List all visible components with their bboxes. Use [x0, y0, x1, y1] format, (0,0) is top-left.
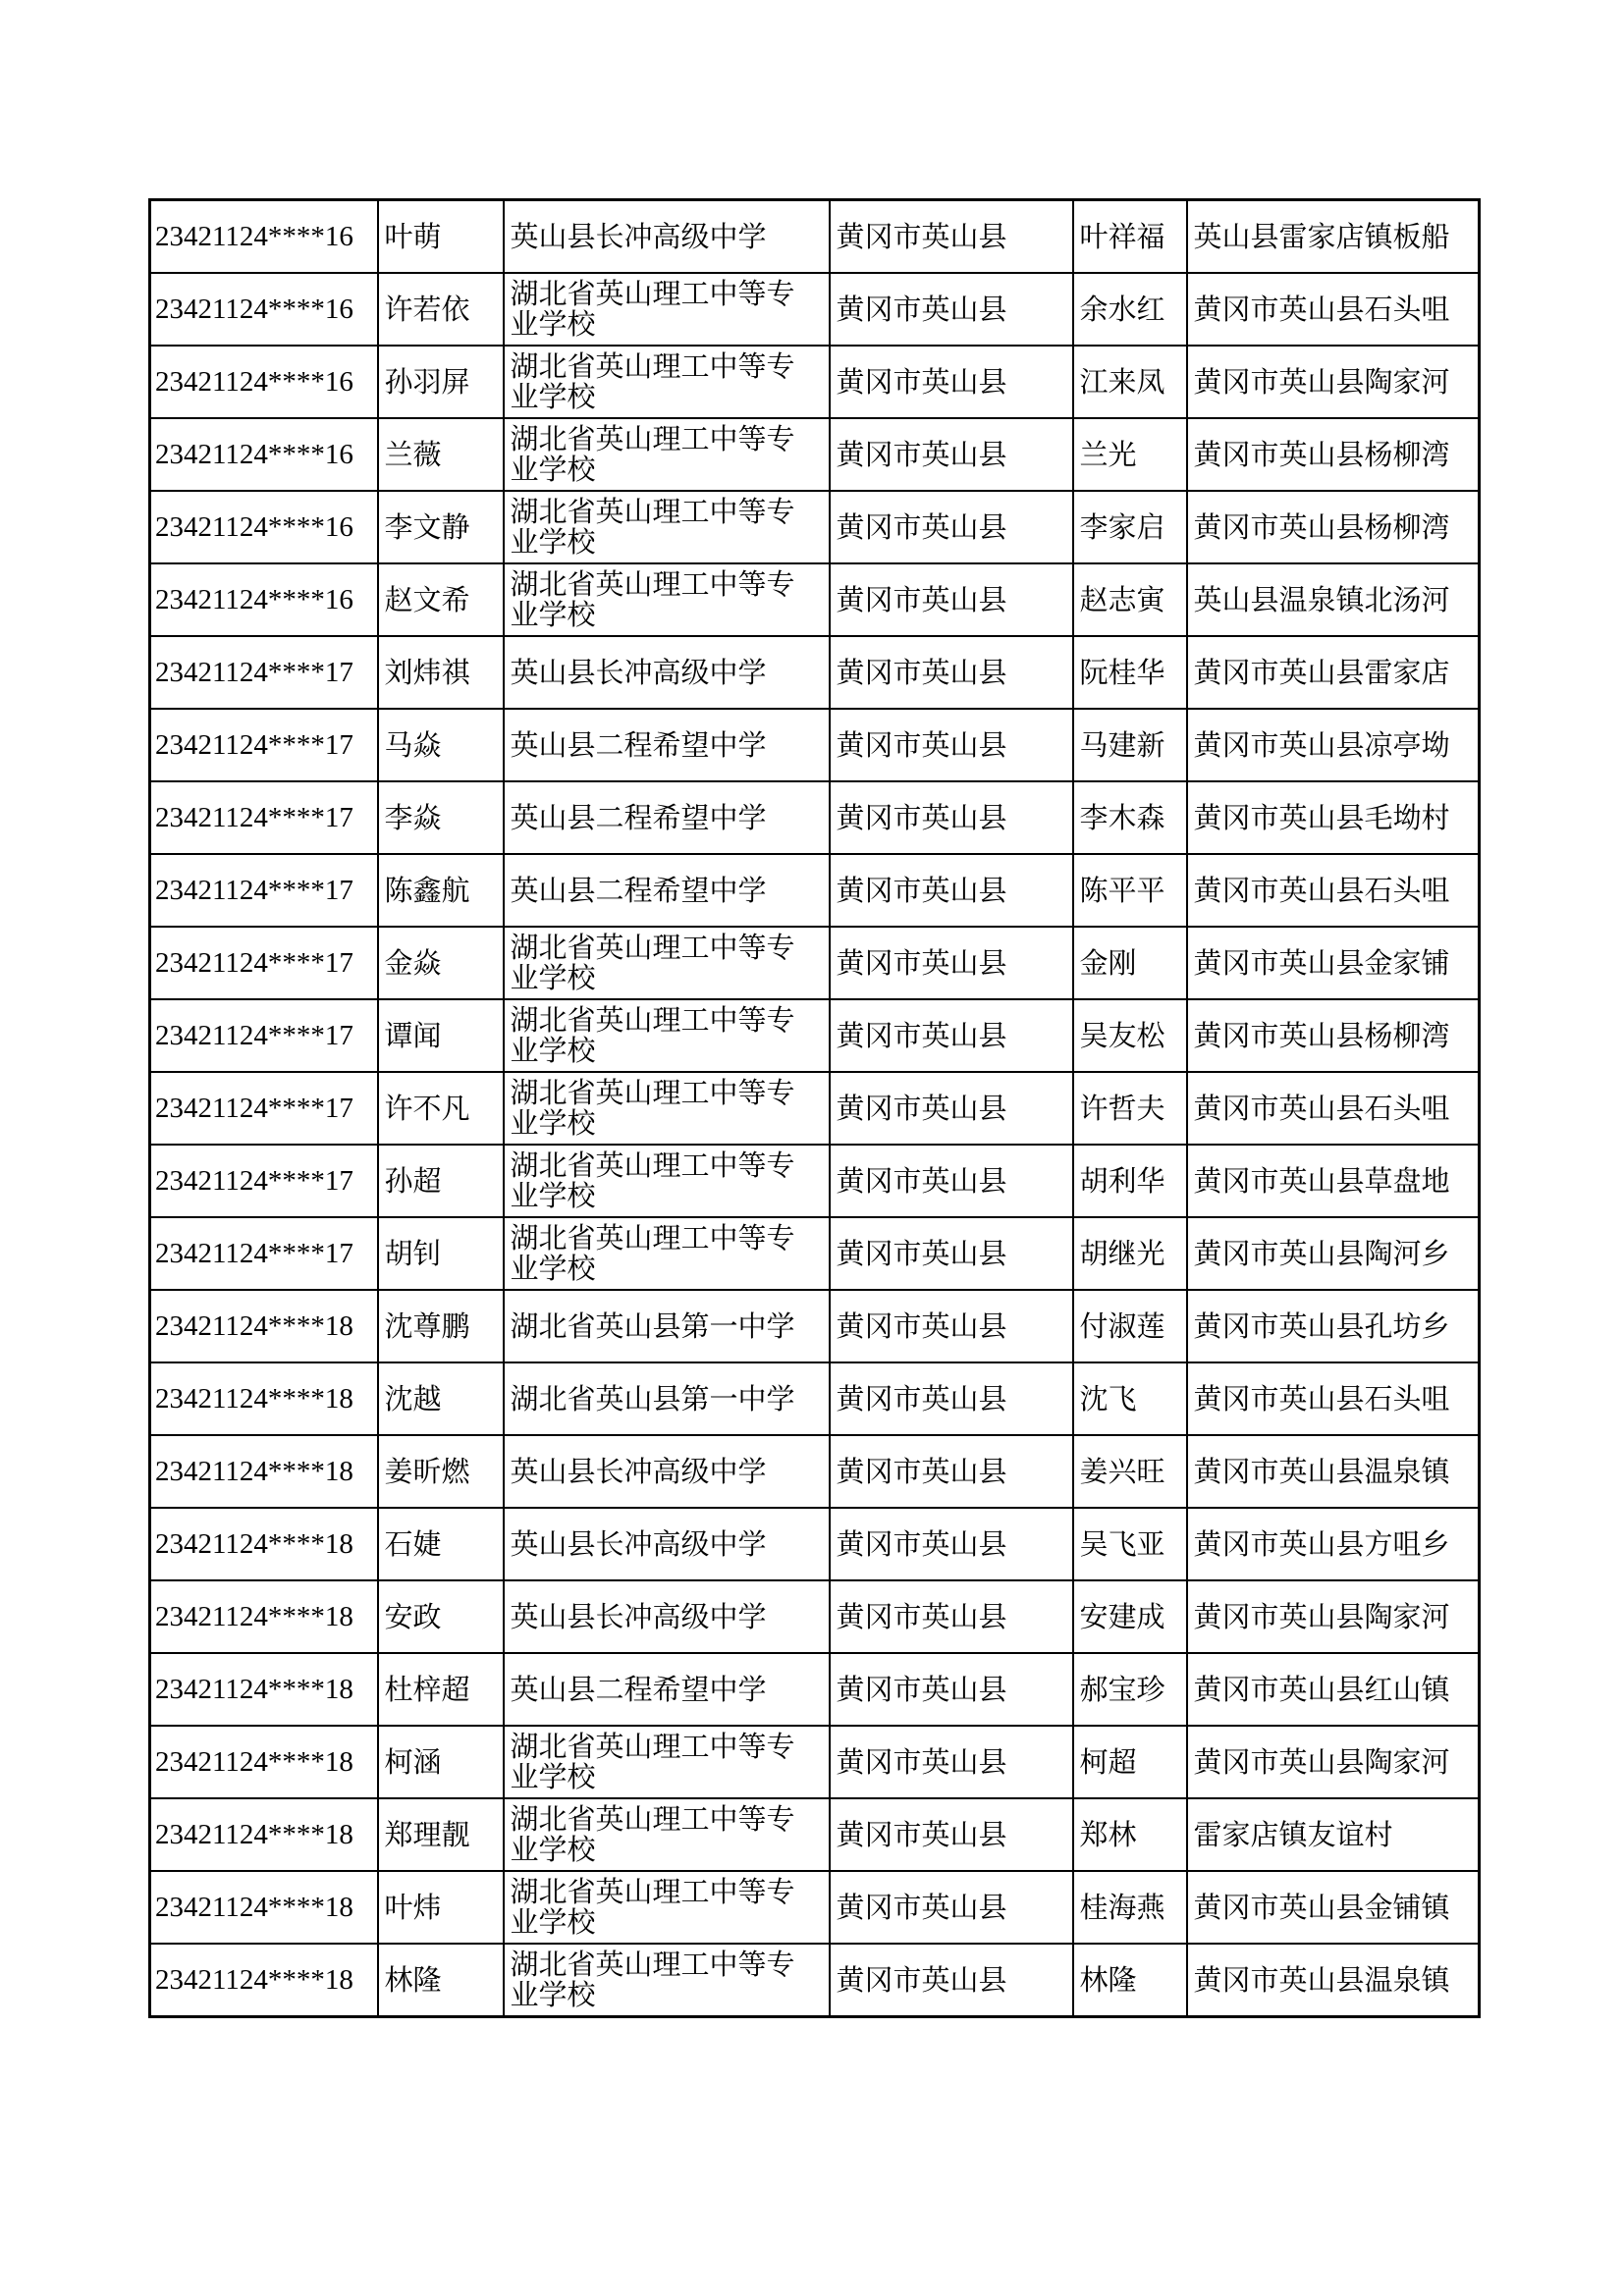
table-row	[150, 1798, 1480, 1871]
table-row	[150, 563, 1480, 636]
guardian-name-cell: 许哲夫	[1073, 1072, 1187, 1145]
student-id-cell: 23421124****17	[150, 1217, 378, 1290]
school-cell: 英山县长冲高级中学	[504, 1435, 830, 1508]
city-cell: 黄冈市英山县	[830, 854, 1073, 927]
student-name-cell: 许若依	[378, 273, 504, 346]
student-id-cell: 23421124****18	[150, 1726, 378, 1798]
address-cell: 黄冈市英山县陶家河	[1187, 1726, 1480, 1798]
student-id-cell: 23421124****18	[150, 1798, 378, 1871]
city-cell: 黄冈市英山县	[830, 1435, 1073, 1508]
address-cell: 黄冈市英山县红山镇	[1187, 1653, 1480, 1726]
city-cell: 黄冈市英山县	[830, 346, 1073, 418]
guardian-name-cell: 付淑莲	[1073, 1290, 1187, 1362]
guardian-name-cell: 胡利华	[1073, 1145, 1187, 1217]
student-name-cell: 石婕	[378, 1508, 504, 1580]
table-row	[150, 491, 1480, 563]
school-cell: 湖北省英山理工中等专业学校	[504, 1944, 830, 2017]
city-cell: 黄冈市英山县	[830, 1944, 1073, 2017]
city-cell: 黄冈市英山县	[830, 563, 1073, 636]
school-cell: 湖北省英山理工中等专业学校	[504, 927, 830, 999]
student-name-cell: 许不凡	[378, 1072, 504, 1145]
city-cell: 黄冈市英山县	[830, 1145, 1073, 1217]
school-cell: 英山县长冲高级中学	[504, 1580, 830, 1653]
address-cell: 黄冈市英山县陶河乡	[1187, 1217, 1480, 1290]
guardian-name-cell: 江来凤	[1073, 346, 1187, 418]
address-cell: 黄冈市英山县雷家店	[1187, 636, 1480, 709]
student-name-cell: 孙羽屏	[378, 346, 504, 418]
student-name-cell: 金焱	[378, 927, 504, 999]
student-name-cell: 安政	[378, 1580, 504, 1653]
address-cell: 黄冈市英山县陶家河	[1187, 1580, 1480, 1653]
guardian-name-cell: 马建新	[1073, 709, 1187, 781]
student-name-cell: 赵文希	[378, 563, 504, 636]
address-cell: 黄冈市英山县石头咀	[1187, 273, 1480, 346]
city-cell: 黄冈市英山县	[830, 1798, 1073, 1871]
student-id-cell: 23421124****18	[150, 1290, 378, 1362]
student-id-cell: 23421124****17	[150, 927, 378, 999]
address-cell: 黄冈市英山县温泉镇	[1187, 1435, 1480, 1508]
address-cell: 雷家店镇友谊村	[1187, 1798, 1480, 1871]
table-row	[150, 418, 1480, 491]
student-name-cell: 沈尊鹏	[378, 1290, 504, 1362]
student-id-cell: 23421124****16	[150, 273, 378, 346]
table-row	[150, 1290, 1480, 1362]
student-id-cell: 23421124****16	[150, 418, 378, 491]
roster-table	[148, 198, 1481, 2018]
table-row	[150, 1072, 1480, 1145]
guardian-name-cell: 李家启	[1073, 491, 1187, 563]
student-id-cell: 23421124****17	[150, 1145, 378, 1217]
school-cell: 湖北省英山理工中等专业学校	[504, 1217, 830, 1290]
guardian-name-cell: 阮桂华	[1073, 636, 1187, 709]
guardian-name-cell: 金刚	[1073, 927, 1187, 999]
guardian-name-cell: 吴飞亚	[1073, 1508, 1187, 1580]
school-cell: 英山县二程希望中学	[504, 709, 830, 781]
student-name-cell: 姜昕燃	[378, 1435, 504, 1508]
school-cell: 湖北省英山理工中等专业学校	[504, 999, 830, 1072]
address-cell: 黄冈市英山县凉亭坳	[1187, 709, 1480, 781]
student-id-cell: 23421124****17	[150, 709, 378, 781]
school-cell: 湖北省英山理工中等专业学校	[504, 1871, 830, 1944]
table-row	[150, 1435, 1480, 1508]
table-row	[150, 781, 1480, 854]
school-cell: 英山县长冲高级中学	[504, 1508, 830, 1580]
address-cell: 黄冈市英山县石头咀	[1187, 1362, 1480, 1435]
school-cell: 英山县长冲高级中学	[504, 636, 830, 709]
address-cell: 黄冈市英山县杨柳湾	[1187, 418, 1480, 491]
student-id-cell: 23421124****18	[150, 1508, 378, 1580]
table-row	[150, 1217, 1480, 1290]
school-cell: 湖北省英山理工中等专业学校	[504, 418, 830, 491]
city-cell: 黄冈市英山县	[830, 1726, 1073, 1798]
guardian-name-cell: 李木森	[1073, 781, 1187, 854]
city-cell: 黄冈市英山县	[830, 1580, 1073, 1653]
guardian-name-cell: 姜兴旺	[1073, 1435, 1187, 1508]
school-cell: 湖北省英山县第一中学	[504, 1362, 830, 1435]
student-id-cell: 23421124****16	[150, 346, 378, 418]
table-row	[150, 1580, 1480, 1653]
table-row	[150, 273, 1480, 346]
student-id-cell: 23421124****17	[150, 999, 378, 1072]
school-cell: 湖北省英山理工中等专业学校	[504, 273, 830, 346]
student-id-cell: 23421124****17	[150, 1072, 378, 1145]
city-cell: 黄冈市英山县	[830, 1362, 1073, 1435]
student-name-cell: 陈鑫航	[378, 854, 504, 927]
city-cell: 黄冈市英山县	[830, 491, 1073, 563]
table-row	[150, 636, 1480, 709]
city-cell: 黄冈市英山县	[830, 709, 1073, 781]
school-cell: 湖北省英山理工中等专业学校	[504, 1145, 830, 1217]
roster-table-body	[150, 200, 1480, 2017]
student-id-cell: 23421124****16	[150, 491, 378, 563]
address-cell: 黄冈市英山县杨柳湾	[1187, 491, 1480, 563]
city-cell: 黄冈市英山县	[830, 636, 1073, 709]
guardian-name-cell: 叶祥福	[1073, 200, 1187, 274]
table-row	[150, 1362, 1480, 1435]
table-row	[150, 1653, 1480, 1726]
address-cell: 黄冈市英山县金铺镇	[1187, 1871, 1480, 1944]
table-row	[150, 709, 1480, 781]
city-cell: 黄冈市英山县	[830, 1653, 1073, 1726]
school-cell: 英山县二程希望中学	[504, 854, 830, 927]
table-row	[150, 1726, 1480, 1798]
city-cell: 黄冈市英山县	[830, 418, 1073, 491]
school-cell: 湖北省英山县第一中学	[504, 1290, 830, 1362]
school-cell: 英山县长冲高级中学	[504, 200, 830, 274]
student-name-cell: 叶萌	[378, 200, 504, 274]
school-cell: 英山县二程希望中学	[504, 781, 830, 854]
city-cell: 黄冈市英山县	[830, 1290, 1073, 1362]
city-cell: 黄冈市英山县	[830, 273, 1073, 346]
student-id-cell: 23421124****18	[150, 1362, 378, 1435]
student-name-cell: 马焱	[378, 709, 504, 781]
table-row	[150, 1871, 1480, 1944]
table-row	[150, 854, 1480, 927]
student-name-cell: 孙超	[378, 1145, 504, 1217]
address-cell: 黄冈市英山县金家铺	[1187, 927, 1480, 999]
student-name-cell: 杜梓超	[378, 1653, 504, 1726]
guardian-name-cell: 余水红	[1073, 273, 1187, 346]
guardian-name-cell: 沈飞	[1073, 1362, 1187, 1435]
student-id-cell: 23421124****18	[150, 1435, 378, 1508]
guardian-name-cell: 桂海燕	[1073, 1871, 1187, 1944]
address-cell: 英山县雷家店镇板船	[1187, 200, 1480, 274]
student-name-cell: 柯涵	[378, 1726, 504, 1798]
student-id-cell: 23421124****17	[150, 781, 378, 854]
school-cell: 湖北省英山理工中等专业学校	[504, 563, 830, 636]
city-cell: 黄冈市英山县	[830, 1871, 1073, 1944]
student-name-cell: 叶炜	[378, 1871, 504, 1944]
student-name-cell: 郑理靓	[378, 1798, 504, 1871]
table-row	[150, 1944, 1480, 2017]
guardian-name-cell: 安建成	[1073, 1580, 1187, 1653]
school-cell: 湖北省英山理工中等专业学校	[504, 1072, 830, 1145]
student-id-cell: 23421124****18	[150, 1871, 378, 1944]
student-id-cell: 23421124****16	[150, 563, 378, 636]
student-name-cell: 林隆	[378, 1944, 504, 2017]
address-cell: 黄冈市英山县陶家河	[1187, 346, 1480, 418]
address-cell: 黄冈市英山县方咀乡	[1187, 1508, 1480, 1580]
student-id-cell: 23421124****17	[150, 636, 378, 709]
guardian-name-cell: 兰光	[1073, 418, 1187, 491]
school-cell: 湖北省英山理工中等专业学校	[504, 1798, 830, 1871]
student-id-cell: 23421124****18	[150, 1580, 378, 1653]
school-cell: 湖北省英山理工中等专业学校	[504, 346, 830, 418]
address-cell: 黄冈市英山县石头咀	[1187, 854, 1480, 927]
student-id-cell: 23421124****16	[150, 200, 378, 274]
city-cell: 黄冈市英山县	[830, 781, 1073, 854]
city-cell: 黄冈市英山县	[830, 1217, 1073, 1290]
city-cell: 黄冈市英山县	[830, 1508, 1073, 1580]
guardian-name-cell: 林隆	[1073, 1944, 1187, 2017]
student-name-cell: 李文静	[378, 491, 504, 563]
table-row	[150, 1508, 1480, 1580]
student-name-cell: 兰薇	[378, 418, 504, 491]
table-row	[150, 927, 1480, 999]
address-cell: 黄冈市英山县孔坊乡	[1187, 1290, 1480, 1362]
city-cell: 黄冈市英山县	[830, 200, 1073, 274]
address-cell: 黄冈市英山县杨柳湾	[1187, 999, 1480, 1072]
student-name-cell: 李焱	[378, 781, 504, 854]
school-cell: 英山县二程希望中学	[504, 1653, 830, 1726]
city-cell: 黄冈市英山县	[830, 927, 1073, 999]
address-cell: 黄冈市英山县毛坳村	[1187, 781, 1480, 854]
address-cell: 英山县温泉镇北汤河	[1187, 563, 1480, 636]
address-cell: 黄冈市英山县石头咀	[1187, 1072, 1480, 1145]
student-name-cell: 沈越	[378, 1362, 504, 1435]
student-id-cell: 23421124****17	[150, 854, 378, 927]
student-name-cell: 刘炜祺	[378, 636, 504, 709]
guardian-name-cell: 吴友松	[1073, 999, 1187, 1072]
city-cell: 黄冈市英山县	[830, 999, 1073, 1072]
address-cell: 黄冈市英山县草盘地	[1187, 1145, 1480, 1217]
school-cell: 湖北省英山理工中等专业学校	[504, 1726, 830, 1798]
table-row	[150, 346, 1480, 418]
student-id-cell: 23421124****18	[150, 1653, 378, 1726]
address-cell: 黄冈市英山县温泉镇	[1187, 1944, 1480, 2017]
table-row	[150, 999, 1480, 1072]
guardian-name-cell: 胡继光	[1073, 1217, 1187, 1290]
student-name-cell: 胡钊	[378, 1217, 504, 1290]
guardian-name-cell: 赵志寅	[1073, 563, 1187, 636]
guardian-name-cell: 柯超	[1073, 1726, 1187, 1798]
guardian-name-cell: 陈平平	[1073, 854, 1187, 927]
table-row	[150, 200, 1480, 274]
guardian-name-cell: 郝宝珍	[1073, 1653, 1187, 1726]
table-row	[150, 1145, 1480, 1217]
school-cell: 湖北省英山理工中等专业学校	[504, 491, 830, 563]
city-cell: 黄冈市英山县	[830, 1072, 1073, 1145]
student-id-cell: 23421124****18	[150, 1944, 378, 2017]
guardian-name-cell: 郑林	[1073, 1798, 1187, 1871]
student-name-cell: 谭闻	[378, 999, 504, 1072]
